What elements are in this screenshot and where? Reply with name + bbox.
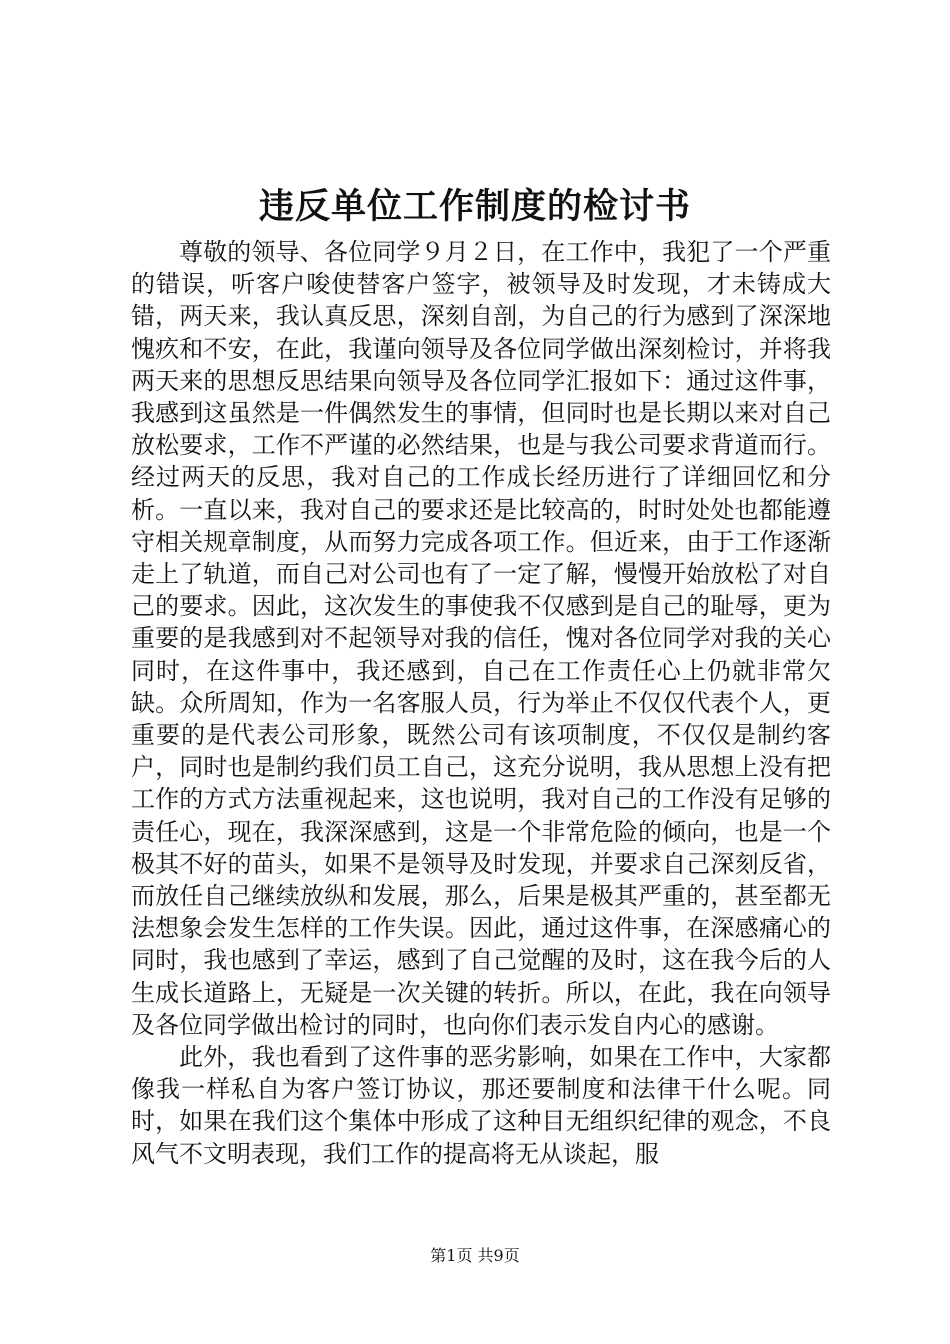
page-footer: 第1页 共9页 <box>430 1246 520 1265</box>
paragraph-1: 尊敬的领导、各位同学９月２日，在工作中，我犯了一个严重的错误，听客户唆使替客户签字，被领导及时发现，才未铸成大错，两天来，我认真反思，深刻自剖，为自己的行为感到了深深地愧疚和不安，在此，我谨向领导及各位同学做出深刻检讨，并将我两天来的思想反思结果向领导及各位同学汇报如下：通过这件事，我感到这虽然是一件偶然发生的事情，但同时也是长期以来对自己放松要求，工作不严谨的必然结果，也是与我公司要求背道而行。经过两天的反思，我对自己的工作成长经历进行了详细回忆和分析。一直以来，我对自己的要求还是比较高的，时时处处也都能遵守相关规章制度，从而努力完成各项工作。但近来，由于工作逐渐走上了轨道，而自己对公司也有了一定了解，慢慢开始放松了对自己的要求。因此，这次发生的事使我不仅感到是自己的耻辱，更为重要的是我感到对不起领导对我的信任，愧对各位同学对我的关心同时，在这件事中，我还感到，自己在工作责任心上仍就非常欠缺。众所周知，作为一名客服人员，行为举止不仅仅代表个人，更重要的是代表公司形象，既然公司有该项制度，不仅仅是制约客户，同时也是制约我们员工自己，这充分说明，我从思想上没有把工作的方式方法重视起来，这也说明，我对自己的工作没有足够的责任心，现在，我深深感到，这是一个非常危险的倾向，也是一个极其不好的苗头，如果不是领导及时发现，并要求自己深刻反省，而放任自己继续放纵和发展，那么，后果是极其严重的，甚至都无法想象会发生怎样的工作失误。因此，通过这件事，在深感痛心的同时，我也感到了幸运，感到了自己觉醒的及时，这在我今后的人生成长道路上，无疑是一次关键的转折。所以，在此，我在向领导及各位同学做出检讨的同时，也向你们表示发自内心的感谢。 <box>131 238 831 1039</box>
document-body <box>131 236 831 1170</box>
document-title: 违反单位工作制度的检讨书 <box>258 186 691 227</box>
paragraph-2: 此外，我也看到了这件事的恶劣影响，如果在工作中，大家都像我一样私自为客户签订协议，那还要制度和法律干什么呢。同时，如果在我们这个集体中形成了这种目无组织纪律的观念，不良风气不文明表现，我们工作的提高将无从谈起，服 <box>131 1043 831 1168</box>
